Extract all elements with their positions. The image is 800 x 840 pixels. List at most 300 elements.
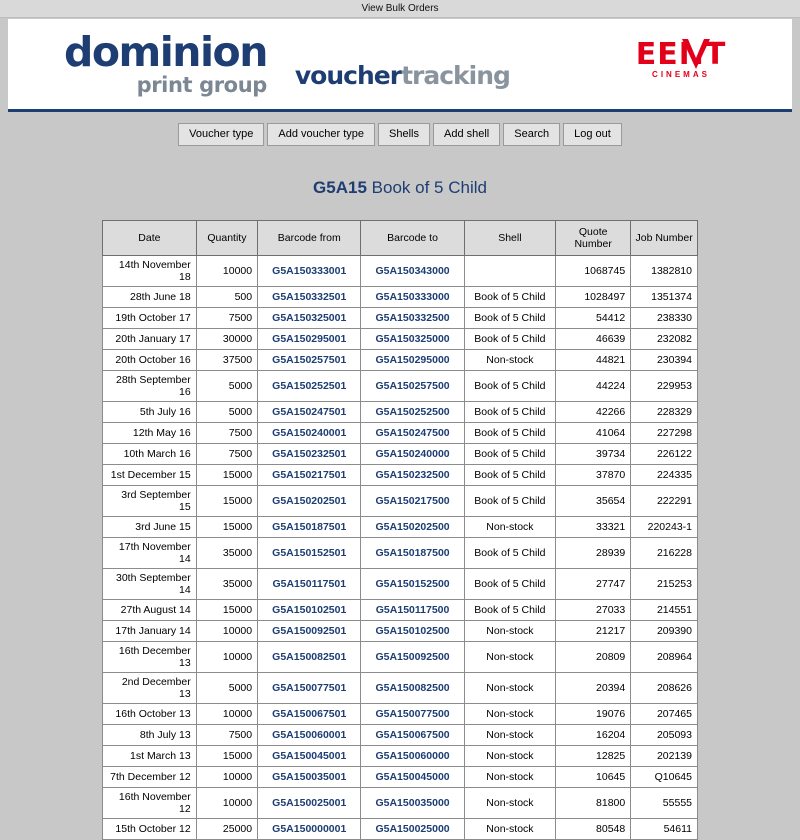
barcode-number: 0102501 [305,604,347,617]
cell-barcode-to [361,486,464,517]
cell-quote-number: 42266 [556,402,631,423]
table-row [103,767,698,788]
cell-job-number: 207465 [631,704,698,725]
cell-barcode-from [258,444,361,465]
barcode-prefix: G5A15 [375,312,409,325]
table-row [103,465,698,486]
cell-job-number: 54611 [631,819,698,840]
cell-job-number: 214551 [631,600,698,621]
cell-barcode-from [258,621,361,642]
barcode-prefix: G5A15 [375,771,409,784]
cell-quote-number: 12825 [556,746,631,767]
barcode-number: 0117500 [409,604,450,617]
barcode-prefix: G5A15 [272,427,306,440]
page-window-title: View Bulk Orders [361,3,439,14]
nav-add-voucher-type[interactable]: Add voucher type [267,123,375,146]
main-navigation [0,123,800,146]
event-logo-subtitle: CINEMAS [652,70,710,79]
cell-barcode-to [361,673,464,704]
barcode-prefix: G5A15 [375,448,409,461]
table-row [103,725,698,746]
cell-date: 1st December 15 [103,465,197,486]
cell-quantity: 30000 [196,329,257,350]
barcode-prefix: G5A15 [375,682,409,695]
cell-shell: Non-stock [464,642,555,673]
barcode-prefix: G5A15 [375,521,409,534]
cell-date: 2nd December 13 [103,673,197,704]
table-row [103,642,698,673]
cell-shell: Non-stock [464,767,555,788]
cell-barcode-from [258,371,361,402]
cell-barcode-to [361,819,464,840]
cell-shell: Book of 5 Child [464,308,555,329]
cell-shell: Non-stock [464,788,555,819]
barcode-prefix: G5A15 [375,604,410,617]
cell-quote-number: 28939 [556,538,631,569]
cell-barcode-from [258,746,361,767]
cell-shell: Book of 5 Child [464,600,555,621]
barcode-prefix: G5A15 [375,406,409,419]
cell-quote-number: 35654 [556,486,631,517]
cell-shell: Book of 5 Child [464,486,555,517]
table-row [103,256,698,287]
cell-barcode-from [258,538,361,569]
table-row [103,517,698,538]
barcode-number: 0082500 [408,682,450,695]
cell-barcode-to [361,642,464,673]
barcode-number: 0025001 [305,797,347,810]
cell-barcode-from [258,642,361,673]
cell-shell: Non-stock [464,621,555,642]
cell-quote-number: 20809 [556,642,631,673]
nav-shells[interactable]: Shells [378,123,430,146]
barcode-number: 0332501 [305,291,347,304]
barcode-number: 0217501 [305,469,347,482]
table-row [103,704,698,725]
table-row [103,329,698,350]
barcode-number: 0025000 [408,823,450,836]
cell-job-number: 232082 [631,329,698,350]
dominion-logo [64,28,267,97]
barcode-number: 0045001 [305,750,347,763]
barcode-prefix: G5A15 [272,651,306,664]
barcode-number: 0045000 [408,771,450,784]
barcode-prefix: G5A15 [272,625,306,638]
cell-quote-number: 1068745 [556,256,631,287]
table-row [103,673,698,704]
cell-barcode-to [361,465,464,486]
cell-shell: Non-stock [464,673,555,704]
column-header-barcode-from: Barcode from [258,221,361,256]
barcode-number: 0252500 [408,406,450,419]
app-name-secondary: tracking [401,60,510,90]
cell-quantity: 15000 [196,746,257,767]
barcode-number: 0240001 [305,427,347,440]
cell-barcode-to [361,746,464,767]
cell-quantity: 500 [196,287,257,308]
barcode-prefix: G5A15 [375,625,409,638]
cell-job-number: 227298 [631,423,698,444]
cell-date: 28th September 16 [103,371,197,402]
barcode-prefix: G5A15 [272,406,306,419]
cell-barcode-from [258,704,361,725]
cell-barcode-to [361,725,464,746]
table-row [103,350,698,371]
cell-quote-number: 41064 [556,423,631,444]
barcode-prefix: G5A15 [375,495,409,508]
cell-quote-number: 27033 [556,600,631,621]
cell-shell: Book of 5 Child [464,402,555,423]
barcode-prefix: G5A15 [272,750,306,763]
cell-job-number: 208626 [631,673,698,704]
cell-barcode-from [258,423,361,444]
cell-quote-number: 33321 [556,517,631,538]
barcode-prefix: G5A15 [272,333,306,346]
barcode-number: 0202500 [408,521,450,534]
cell-shell: Book of 5 Child [464,287,555,308]
cell-quantity: 10000 [196,642,257,673]
nav-voucher-type[interactable]: Voucher type [178,123,264,146]
table-row [103,287,698,308]
cell-quantity: 10000 [196,704,257,725]
cell-shell: Book of 5 Child [464,444,555,465]
cell-barcode-to [361,621,464,642]
cell-job-number: 220243-1 [631,517,698,538]
cell-shell: Book of 5 Child [464,569,555,600]
cell-date: 12th May 16 [103,423,197,444]
event-logo-letters: EENT [635,37,727,72]
cell-job-number: 215253 [631,569,698,600]
barcode-number: 0082501 [305,651,347,664]
barcode-number: 0000001 [305,823,347,836]
barcode-prefix: G5A15 [375,547,409,560]
cell-quantity: 25000 [196,819,257,840]
cell-quantity: 10000 [196,621,257,642]
cell-quantity: 35000 [196,538,257,569]
barcode-number: 0067501 [305,708,347,721]
barcode-number: 0257500 [408,380,450,393]
cell-barcode-to [361,767,464,788]
cell-quantity: 7500 [196,423,257,444]
cell-barcode-from [258,287,361,308]
barcode-number: 0060000 [408,750,450,763]
cell-quote-number: 81800 [556,788,631,819]
table-row [103,788,698,819]
table-header-row [103,221,698,256]
cell-job-number: 208964 [631,642,698,673]
barcode-number: 0333001 [305,265,347,278]
barcode-prefix: G5A15 [375,265,409,278]
table-row [103,486,698,517]
table-row [103,600,698,621]
barcode-number: 0092500 [408,651,450,664]
barcode-prefix: G5A15 [272,521,306,534]
cell-date: 16th October 13 [103,704,197,725]
barcode-number: 0257501 [305,354,347,367]
barcode-number: 0343000 [408,265,450,278]
barcode-number: 0035000 [408,797,450,810]
cell-date: 30th September 14 [103,569,197,600]
cell-barcode-from [258,673,361,704]
cell-barcode-to [361,308,464,329]
cell-barcode-to [361,788,464,819]
cell-date: 17th November 14 [103,538,197,569]
barcode-prefix: G5A15 [272,291,306,304]
cell-job-number: 238330 [631,308,698,329]
barcode-prefix: G5A15 [375,578,409,591]
table-body [103,256,698,840]
cell-shell: Non-stock [464,350,555,371]
cell-quantity: 10000 [196,767,257,788]
cell-quantity: 7500 [196,444,257,465]
barcode-prefix: G5A15 [272,312,306,325]
cell-quantity: 5000 [196,673,257,704]
barcode-number: 0117501 [305,578,347,591]
cell-date: 7th December 12 [103,767,197,788]
brand-name: dominion [64,28,267,76]
cell-quote-number: 27747 [556,569,631,600]
cell-date: 28th June 18 [103,287,197,308]
cell-job-number: 229953 [631,371,698,402]
nav-search[interactable]: Search [503,123,560,146]
table-row [103,402,698,423]
cell-barcode-from [258,767,361,788]
cell-quantity: 5000 [196,402,257,423]
cell-barcode-from [258,465,361,486]
barcode-prefix: G5A15 [375,797,409,810]
brand-tagline: print group [136,73,267,97]
cell-barcode-to [361,444,464,465]
table-row [103,423,698,444]
barcode-prefix: G5A15 [272,495,306,508]
cell-barcode-from [258,517,361,538]
barcode-number: 0077501 [305,682,347,695]
cell-barcode-to [361,600,464,621]
cell-job-number: 216228 [631,538,698,569]
table-row [103,621,698,642]
barcode-number: 0247501 [305,406,347,419]
cell-shell: Book of 5 Child [464,371,555,402]
barcode-prefix: G5A15 [272,469,306,482]
cell-quantity: 10000 [196,256,257,287]
cell-quantity: 15000 [196,486,257,517]
cell-date: 8th July 13 [103,725,197,746]
column-header-quantity: Quantity [196,221,257,256]
barcode-prefix: G5A15 [375,354,409,367]
cell-quote-number: 44224 [556,371,631,402]
cell-quantity: 7500 [196,725,257,746]
cell-quote-number: 39734 [556,444,631,465]
cell-job-number: 205093 [631,725,698,746]
cell-quantity: 7500 [196,308,257,329]
table-row [103,308,698,329]
barcode-prefix: G5A15 [272,729,306,742]
cell-barcode-to [361,517,464,538]
cell-shell: Book of 5 Child [464,538,555,569]
table-header [103,221,698,256]
app-name [295,61,510,90]
cell-job-number: 202139 [631,746,698,767]
column-header-job-number: Job Number [631,221,698,256]
page-title-description: Book of 5 Child [371,178,487,198]
barcode-prefix: G5A15 [375,750,409,763]
barcode-number: 0077500 [408,708,450,721]
column-header-shell: Shell [464,221,555,256]
barcode-number: 0295001 [305,333,347,346]
cell-shell: Book of 5 Child [464,423,555,444]
cell-date: 19th October 17 [103,308,197,329]
cell-barcode-from [258,256,361,287]
barcode-number: 0295000 [408,354,450,367]
page-title [0,178,800,198]
cell-quantity: 5000 [196,371,257,402]
app-name-primary: voucher [294,60,402,90]
barcode-prefix: G5A15 [272,448,306,461]
cell-barcode-to [361,402,464,423]
cell-quantity: 15000 [196,465,257,486]
cell-date: 16th December 13 [103,642,197,673]
cell-shell: Book of 5 Child [464,465,555,486]
cell-barcode-from [258,600,361,621]
browser-title-bar [0,0,800,18]
barcode-prefix: G5A15 [375,651,409,664]
column-header-date: Date [103,221,197,256]
cell-date: 14th November 18 [103,256,197,287]
barcode-prefix: G5A15 [272,354,306,367]
table-row [103,819,698,840]
cell-job-number: 224335 [631,465,698,486]
cell-barcode-to [361,371,464,402]
barcode-prefix: G5A15 [272,797,306,810]
cell-date: 16th November 12 [103,788,197,819]
cell-barcode-from [258,569,361,600]
barcode-prefix: G5A15 [272,823,306,836]
cell-barcode-from [258,350,361,371]
cell-shell: Non-stock [464,725,555,746]
barcode-number: 0202501 [305,495,347,508]
barcode-prefix: G5A15 [272,265,306,278]
barcode-number: 0247500 [408,427,450,440]
cell-quote-number: 1028497 [556,287,631,308]
barcode-prefix: G5A15 [375,469,409,482]
barcode-prefix: G5A15 [375,333,409,346]
page-title-code: G5A15 [313,178,367,198]
site-header [8,19,792,112]
cell-date: 15th October 12 [103,819,197,840]
barcode-number: 0067500 [408,729,450,742]
cell-quantity: 35000 [196,569,257,600]
cell-job-number: 222291 [631,486,698,517]
voucher-batch-table-container [102,220,698,840]
barcode-number: 0252501 [305,380,347,393]
barcode-number: 0333000 [408,291,450,304]
table-row [103,371,698,402]
barcode-number: 0332500 [408,312,450,325]
table-row [103,746,698,767]
event-logo-text [636,37,727,72]
cell-date: 3rd September 15 [103,486,197,517]
barcode-number: 0325001 [305,312,347,325]
cell-date: 17th January 14 [103,621,197,642]
cell-date: 27th August 14 [103,600,197,621]
column-header-quote-number: Quote Number [556,221,631,256]
nav-add-shell[interactable]: Add shell [433,123,500,146]
cell-barcode-to [361,256,464,287]
cell-job-number: 1382810 [631,256,698,287]
cell-job-number: 209390 [631,621,698,642]
cell-barcode-to [361,704,464,725]
cell-quantity: 15000 [196,600,257,621]
cell-barcode-from [258,788,361,819]
table-row [103,569,698,600]
cell-quote-number: 10645 [556,767,631,788]
event-v-inner-icon [688,39,704,58]
cell-barcode-from [258,308,361,329]
cell-job-number: 1351374 [631,287,698,308]
barcode-number: 0060001 [305,729,347,742]
cell-barcode-to [361,329,464,350]
cell-shell: Non-stock [464,704,555,725]
cell-job-number: 228329 [631,402,698,423]
cell-job-number: 226122 [631,444,698,465]
cell-date: 20th January 17 [103,329,197,350]
nav-log-out[interactable]: Log out [563,123,622,146]
barcode-prefix: G5A15 [272,682,306,695]
cell-date: 3rd June 15 [103,517,197,538]
table-row [103,538,698,569]
cell-shell [464,256,555,287]
barcode-prefix: G5A15 [272,578,306,591]
barcode-number: 0232501 [305,448,347,461]
barcode-prefix: G5A15 [375,380,409,393]
cell-quote-number: 21217 [556,621,631,642]
barcode-prefix: G5A15 [375,291,409,304]
cell-shell: Non-stock [464,746,555,767]
barcode-prefix: G5A15 [272,708,306,721]
cell-quote-number: 37870 [556,465,631,486]
table-row [103,444,698,465]
barcode-prefix: G5A15 [272,380,306,393]
cell-barcode-from [258,402,361,423]
cell-date: 10th March 16 [103,444,197,465]
cell-quote-number: 44821 [556,350,631,371]
barcode-prefix: G5A15 [375,823,409,836]
barcode-prefix: G5A15 [272,604,306,617]
event-cinemas-logo [616,37,746,79]
barcode-number: 0240000 [408,448,450,461]
cell-shell: Non-stock [464,819,555,840]
barcode-number: 0325000 [408,333,450,346]
barcode-number: 0102500 [408,625,450,638]
cell-quote-number: 80548 [556,819,631,840]
cell-barcode-to [361,423,464,444]
cell-quote-number: 46639 [556,329,631,350]
barcode-number: 0187500 [408,547,450,560]
cell-barcode-to [361,350,464,371]
cell-shell: Book of 5 Child [464,329,555,350]
cell-quote-number: 16204 [556,725,631,746]
cell-date: 20th October 16 [103,350,197,371]
cell-shell: Non-stock [464,517,555,538]
barcode-number: 0152500 [408,578,450,591]
cell-quote-number: 19076 [556,704,631,725]
barcode-prefix: G5A15 [272,771,306,784]
barcode-number: 0217500 [408,495,450,508]
barcode-number: 0232500 [408,469,450,482]
barcode-prefix: G5A15 [272,547,306,560]
column-header-barcode-to: Barcode to [361,221,464,256]
cell-barcode-from [258,329,361,350]
